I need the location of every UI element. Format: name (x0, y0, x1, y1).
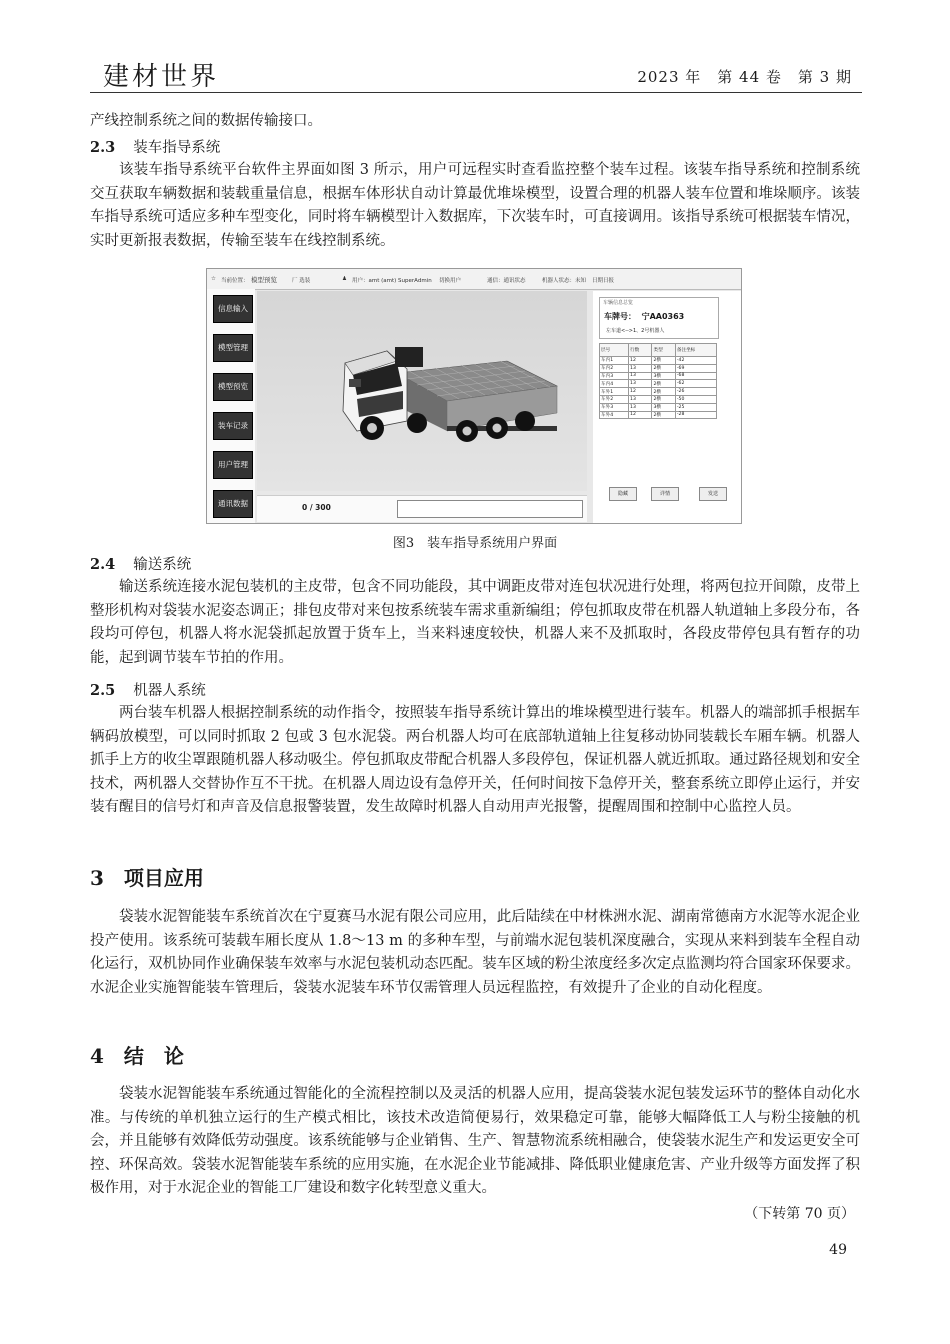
progress-count: 0 / 300 (302, 503, 331, 512)
figure-ui-screenshot (206, 268, 742, 524)
lane-info: 左车道<-->1、2号机器人 (606, 328, 665, 334)
cell: -68 (675, 372, 716, 380)
cell: 13 (629, 372, 652, 380)
cell: -42 (675, 357, 716, 365)
vehicle-info-panel (593, 291, 741, 523)
paragraph-guidance (90, 159, 860, 253)
truck-illustration (257, 291, 587, 491)
paragraph-conveyor (90, 576, 860, 670)
table-row (600, 411, 717, 419)
plate-label: 车牌号： (604, 312, 636, 321)
cell: 13 (629, 395, 652, 403)
section-title: 装车指导系统 (133, 140, 221, 156)
section-heading-2-4 (90, 553, 191, 574)
cell: 12 (629, 388, 652, 396)
cell: -26 (675, 388, 716, 396)
detail-button: 详情 (651, 487, 679, 501)
section-number: 2.5 (90, 682, 116, 699)
cell: 车内2 (600, 364, 629, 372)
section-heading-2-3 (90, 136, 220, 157)
location-label: 当前位置： (221, 278, 249, 284)
cell: 2横 (652, 364, 675, 372)
user-label: 用户：amt (amt) SuperAdmin (352, 278, 432, 284)
section-number: 4 (90, 1044, 104, 1068)
paragraph-robot (90, 702, 860, 820)
nav-comm-data: 通讯数据 (213, 490, 253, 518)
cell: 3横 (652, 403, 675, 411)
cell: 车外1 (600, 388, 629, 396)
paragraph-text: 该装车指导系统平台软件主界面如图 3 所示，用户可远程实时查看监控整个装车过程。该装车指导系统和控制系统交互获取车辆数据和装载重量信息，根据车体形状自动计算最优堆垛模型，设置合理的机器人装车位置和堆垛顺序。该装车指导系统可适应多种车型变化，同时将车辆模型计入数据库，下次装车时，可直接调用。该指导系统可根据装车情况，实时更新报表数据，传输至装车在线控制系统。 (90, 162, 860, 249)
cell: 13 (629, 364, 652, 372)
table-row (600, 357, 717, 365)
cell: 车内4 (600, 380, 629, 388)
continued-note: （下转第 70 页） (744, 1206, 855, 1222)
section-title: 项目应用 (123, 866, 204, 890)
cell: 车外2 (600, 395, 629, 403)
figure-left-nav (207, 289, 255, 523)
paragraph-conclusion (90, 1083, 860, 1201)
paragraph-text: 产线控制系统之间的数据传输接口。 (90, 113, 322, 129)
col-header: 层号 (600, 344, 629, 357)
cell: 车外4 (600, 411, 629, 419)
nav-loading-records: 装车记录 (213, 412, 253, 440)
page-number: 49 (829, 1242, 847, 1258)
plate-number: 宁AA0363 (641, 312, 685, 321)
progress-bar (397, 500, 583, 518)
switch-user-link: 切换用户 (439, 278, 462, 284)
section-number: 2.3 (90, 139, 116, 156)
journal-title: 建材世界 (103, 62, 220, 92)
col-header: 类型 (652, 344, 675, 357)
cell: 13 (629, 403, 652, 411)
cell: 2横 (652, 380, 675, 388)
date-report: 日期日报 (592, 278, 615, 284)
nav-model-manage: 模型管理 (213, 334, 253, 362)
cell: 12 (629, 357, 652, 365)
progress-area (257, 495, 587, 522)
section-number: 2.4 (90, 556, 116, 573)
table-row (600, 395, 717, 403)
paragraph-intro (90, 110, 860, 134)
table-row (600, 380, 717, 388)
table-row (600, 372, 717, 380)
section-heading-4 (90, 1040, 184, 1069)
section-heading-3 (90, 862, 204, 891)
cell: 12 (629, 411, 652, 419)
send-button: 发送 (699, 487, 727, 501)
paragraph-text: 袋装水泥智能装车系统首次在宁夏赛马水泥有限公司应用，此后陆续在中材株洲水泥、湖南常德南方水泥等水泥企业投产使用。该系统可装载车厢长度从 1.8～13 m 的多种车型，与前端水泥包装机深度融合，实现从来料到装车全程自动化运行，双机协同作业确保装车效率与水泥包装机动态匹配。装车区域的粉尘浓度经多次定点监测均符合国家环保要求。水泥企业实施智能装车管理后，袋装水泥装车环节仅需管理人员远程监控，有效提升了企业的自动化程度。 (90, 909, 860, 996)
cell: -28 (675, 411, 716, 419)
cell: 2横 (652, 357, 675, 365)
cell: 2横 (652, 388, 675, 396)
robot-status: 机器人状态：未知 (542, 278, 587, 284)
table-row (600, 364, 717, 372)
cell: 车外3 (600, 403, 629, 411)
issue-info: 2023 年 第 44 卷 第 3 期 (637, 68, 852, 86)
cell: 2横 (652, 411, 675, 419)
paragraph-text: 袋装水泥智能装车系统通过智能化的全流程控制以及灵活的机器人应用，提高袋装水泥包装发运环节的整体自动化水准。与传统的单机独立运行的生产模式相比，该技术改造简便易行，效果稳定可靠，能够大幅降低工人与粉尘接触的机会，并且能够有效降低劳动强度。该系统能够与企业销售、生产、智慧物流系统相融合，使袋装水泥生产和发运更安全可控、环保高效。袋装水泥智能装车系统的应用实施，在水泥企业节能减排、降低职业健康危害、产业升级等方面发挥了积极作用，对于水泥企业的智能工厂建设和数字化转型意义重大。 (90, 1086, 860, 1196)
plate-line (604, 311, 684, 322)
section-number: 3 (90, 866, 104, 890)
cell: -69 (675, 364, 716, 372)
overview-title: 车辆信息总览 (603, 300, 634, 306)
section-title: 机器人系统 (133, 683, 206, 699)
figure-topbar (207, 269, 741, 290)
factory-label: 厂 选装 (292, 278, 311, 284)
location-value: 模型预览 (251, 276, 277, 284)
paragraph-application (90, 906, 860, 1000)
section-heading-2-5 (90, 679, 206, 700)
cell: -50 (675, 395, 716, 403)
table-row (600, 403, 717, 411)
cell: 2横 (652, 395, 675, 403)
cell: 13 (629, 380, 652, 388)
nav-user-manage: 用户管理 (213, 451, 253, 479)
header-rule (90, 92, 862, 93)
figure-caption: 图3 装车指导系统用户界面 (392, 536, 558, 551)
cell: 车内1 (600, 357, 629, 365)
comm-status: 通信：通讯状态 (487, 278, 526, 284)
section-title: 输送系统 (133, 557, 192, 573)
user-icon: ♟ (342, 276, 347, 282)
paragraph-text: 输送系统连接水泥包装机的主皮带，包含不同功能段，其中调距皮带对连包状况进行处理，将两包拉开间隙，皮带上整形机构对袋装水泥姿态调正；排包皮带对来包按系统装车需求重新编组；停包抓取皮带在机器人轨道轴上多段分布，各段均可停包，机器人将水泥袋抓起放置于货车上，当来料速度较快，机器人来不及抓取时，各段皮带停包具有暂存的功能，起到调节装车节拍的作用。 (90, 579, 860, 666)
col-header: 备注坐标 (675, 344, 716, 357)
cell: 车内3 (600, 372, 629, 380)
paragraph-text: 两台装车机器人根据控制系统的动作指令，按照装车指导系统计算出的堆垛模型进行装车。机器人的端部抓手根据车辆码放模型，可以同时抓取 2 包或 3 包水泥袋。两台机器人均可在底部轨道轴上往复移动协同装载长车厢车辆。机器人抓手上方的收尘罩跟随机器人移动吸尘。停包抓取皮带配合机器人多段停包，保证机器人就近抓取。通过路径规划和安全技术，两机器人交替协作互不干扰。在机器人周边设有急停开关，任何时间按下急停开关，整套系统立即停止运行，并安装有醒目的信号灯和声音及信息报警装置，发生故障时机器人自动用声光报警，提醒周围和控制中心监控人员。 (90, 705, 860, 815)
col-header: 行数 (629, 344, 652, 357)
section-title: 结 论 (123, 1044, 184, 1068)
table-row (600, 388, 717, 396)
table-header-row (600, 344, 717, 357)
hide-button: 隐藏 (609, 487, 637, 501)
cell: -62 (675, 380, 716, 388)
vehicle-overview (599, 297, 719, 339)
nav-model-preview: 模型预览 (213, 373, 253, 401)
stack-table (599, 343, 717, 419)
nav-info-input: 信息输入 (213, 295, 253, 323)
cell: 3横 (652, 372, 675, 380)
home-icon: ☆ (211, 276, 216, 282)
cell: -25 (675, 403, 716, 411)
truck-3d-view (257, 291, 587, 491)
